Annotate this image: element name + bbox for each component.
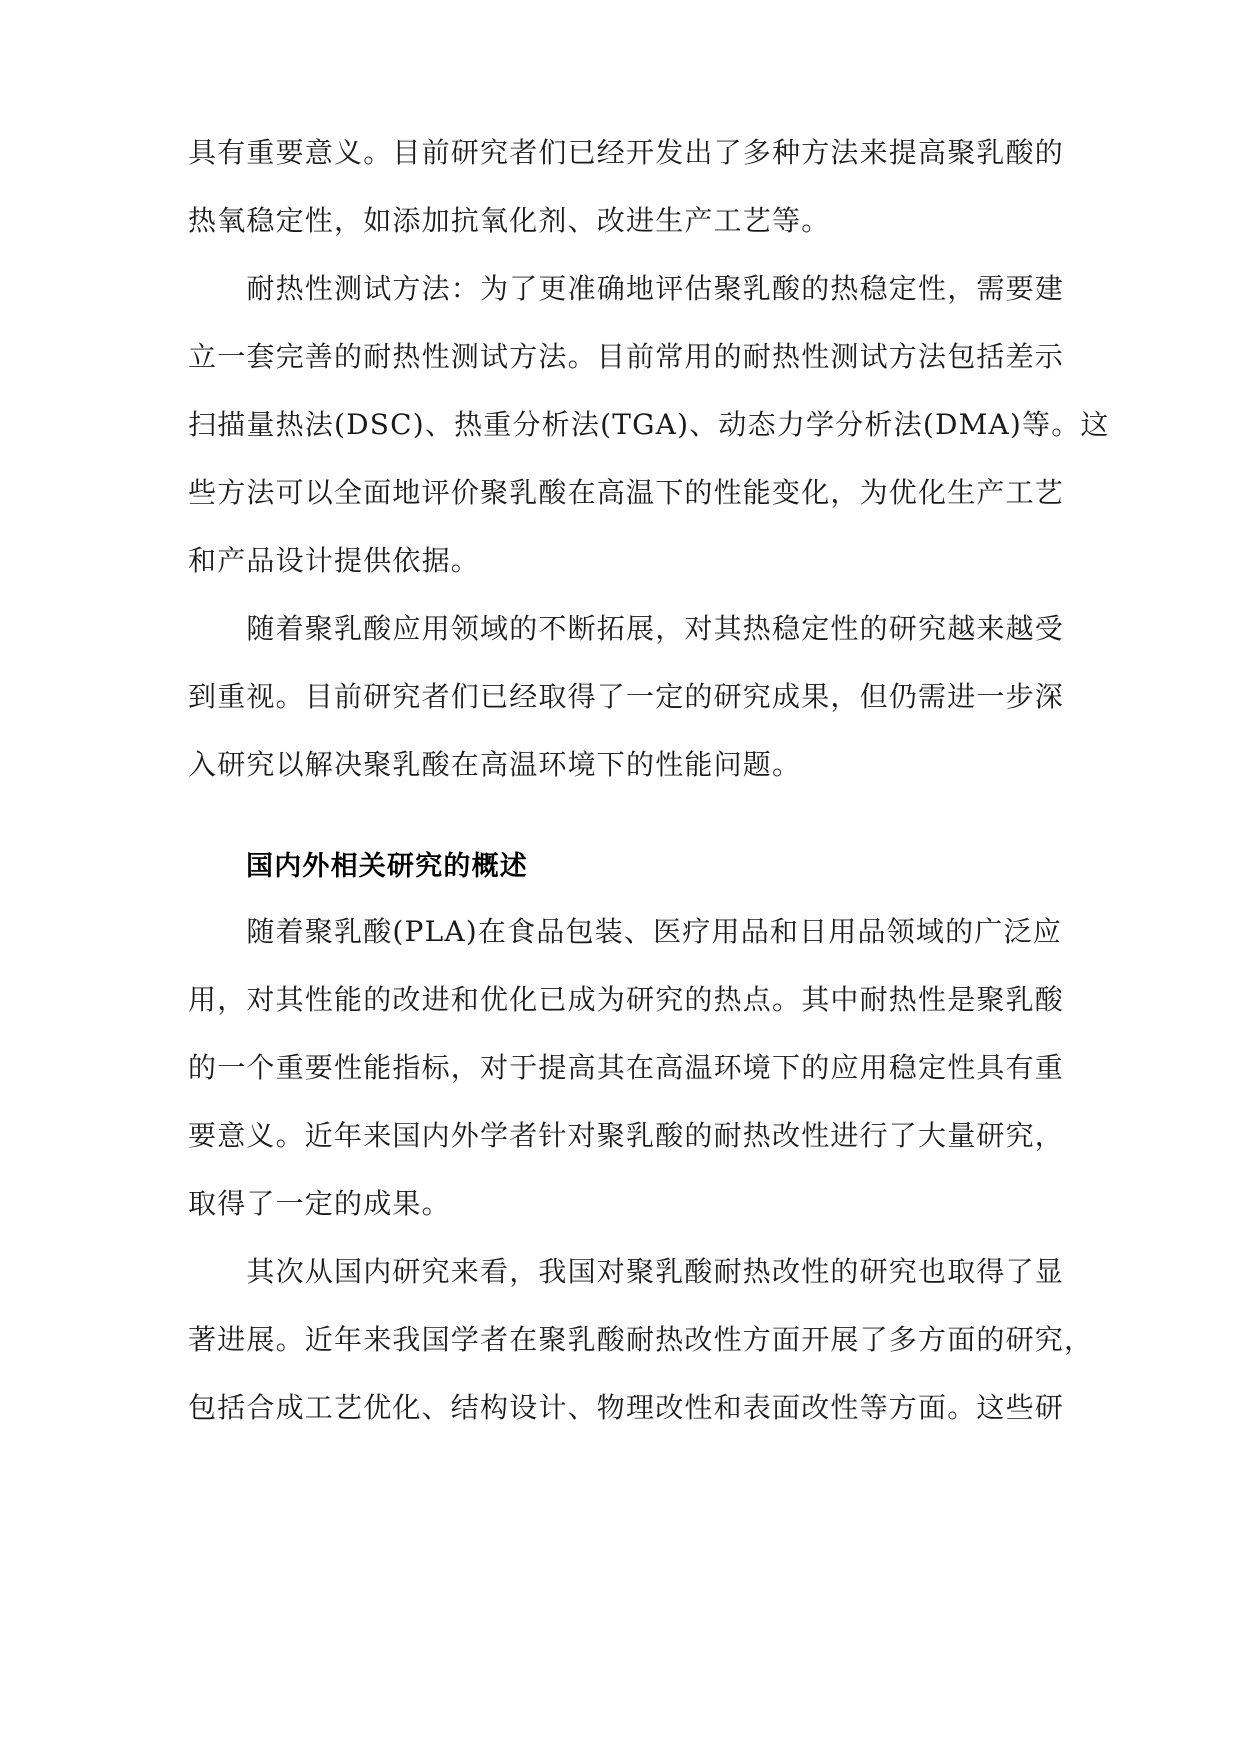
paragraph-2-line-4: 些方法可以全面地评价聚乳酸在高温下的性能变化，为优化生产工艺 [188, 476, 1065, 509]
paragraph-3-line-1: 随着聚乳酸应用领域的不断拓展，对其热稳定性的研究越来越受 [188, 612, 1065, 645]
paragraph-3-line-2: 到重视。目前研究者们已经取得了一定的研究成果，但仍需进一步深 [188, 680, 1065, 713]
paragraph-2-line-2: 立一套完善的耐热性测试方法。目前常用的耐热性测试方法包括差示 [188, 340, 1065, 373]
paragraph-4-line-1: 随着聚乳酸(PLA)在食品包装、医疗用品和日用品领域的广泛应 [188, 915, 1062, 948]
paragraph-1-line-2: 热氧稳定性，如添加抗氧化剂、改进生产工艺等。 [188, 204, 831, 237]
section-heading: 国内外相关研究的概述 [246, 851, 528, 882]
paragraph-4-line-3: 的一个重要性能指标，对于提高其在高温环境下的应用稳定性具有重 [188, 1051, 1065, 1084]
paragraph-4-line-5: 取得了一定的成果。 [188, 1187, 451, 1220]
paragraph-5-line-3: 包括合成工艺优化、结构设计、物理改性和表面改性等方面。这些研 [188, 1391, 1065, 1424]
paragraph-5-line-1: 其次从国内研究来看，我国对聚乳酸耐热改性的研究也取得了显 [188, 1255, 1065, 1288]
paragraph-2-line-5: 和产品设计提供依据。 [188, 544, 481, 577]
paragraph-2-line-1: 耐热性测试方法：为了更准确地评估聚乳酸的热稳定性，需要建 [188, 272, 1065, 305]
paragraph-4-line-4: 要意义。近年来国内外学者针对聚乳酸的耐热改性进行了大量研究， [188, 1119, 1065, 1152]
paragraph-3-line-3: 入研究以解决聚乳酸在高温环境下的性能问题。 [188, 748, 802, 781]
paragraph-5-line-2: 著进展。近年来我国学者在聚乳酸耐热改性方面开展了多方面的研究， [188, 1323, 1094, 1356]
paragraph-2-line-3: 扫描量热法(DSC)、热重分析法(TGA)、动态力学分析法(DMA)等。这 [188, 408, 1110, 441]
paragraph-1-line-1: 具有重要意义。目前研究者们已经开发出了多种方法来提高聚乳酸的 [188, 136, 1065, 169]
paragraph-4-line-2: 用，对其性能的改进和优化已成为研究的热点。其中耐热性是聚乳酸 [188, 983, 1065, 1016]
